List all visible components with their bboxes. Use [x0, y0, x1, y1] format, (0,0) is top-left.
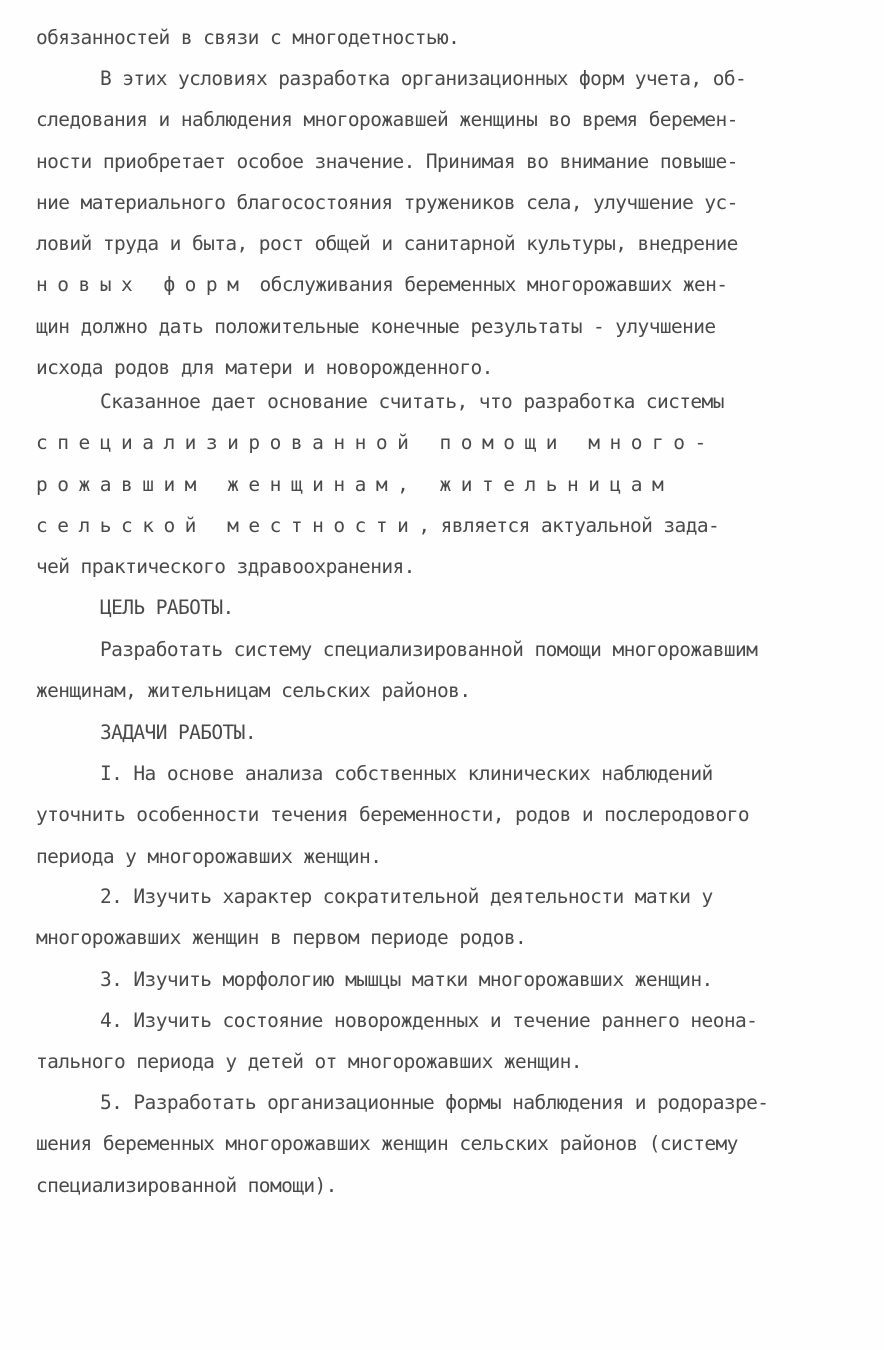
task-item-1: I. На основе анализа собственных клинических наблюдений уточнить особенности течения беременности, родов и послеродового периода у многорожавших женщин.: [36, 762, 749, 868]
paragraph-conditions: [36, 58, 836, 388]
paragraph-continuation: обязанностей в связи с многодетностью.: [36, 26, 460, 49]
paragraph-conditions-part-b: обслуживания беременных многорожавших жен- щин должно дать положительные конечные результаты - улучшение исхода родов для матери и новорожденного.: [36, 273, 728, 380]
paragraph-relevance: [36, 381, 836, 587]
task-item-4: 4. Изучить состояние новорожденных и течение раннего неона- тального периода у детей от многорожавших женщин.: [36, 1009, 758, 1074]
task-item-2: 2. Изучить характер сократительной деятельности матки у многорожавших женщин в первом периоде родов.: [36, 885, 713, 950]
paragraph-goal: Разработать систему специализированной помощи многорожавшим женщинам, жительницам сельских районов.: [36, 638, 758, 703]
heading-goal: ЦЕЛЬ РАБОТЫ.: [100, 596, 234, 619]
task-item-3: 3. Изучить морфологию мышцы матки многорожавших женщин.: [100, 968, 713, 991]
spaced-emphasis-specialized-help: специализированной помощи много- рожавшим женщинам, жительницам сельской местности: [36, 431, 716, 537]
task-item-5: 5. Разработать организационные формы наблюдения и родоразре- шения беременных многорожавших женщин сельских районов (систему специализированной помощи).: [36, 1091, 769, 1197]
spaced-emphasis-new-forms: новых форм: [36, 273, 249, 297]
paragraph-conditions-part-a: В этих условиях разработка организационных форм учета, об- следования и наблюдения многорожавшей женщины во время беремен- ности приобретает особое значение. Принимая во внимание повыше- ние материального благосостояния тружеников села, улучшение ус- ловий труда и быта, рост общей и санитарной культуры, внедрение: [36, 67, 747, 256]
paragraph-relevance-part-b: , является актуальной зада- чей практического здравоохранения.: [36, 513, 720, 579]
heading-tasks: ЗАДАЧИ РАБОТЫ.: [100, 721, 256, 744]
paragraph-relevance-part-a: Сказанное дает основание считать, что разработка системы: [100, 390, 724, 413]
